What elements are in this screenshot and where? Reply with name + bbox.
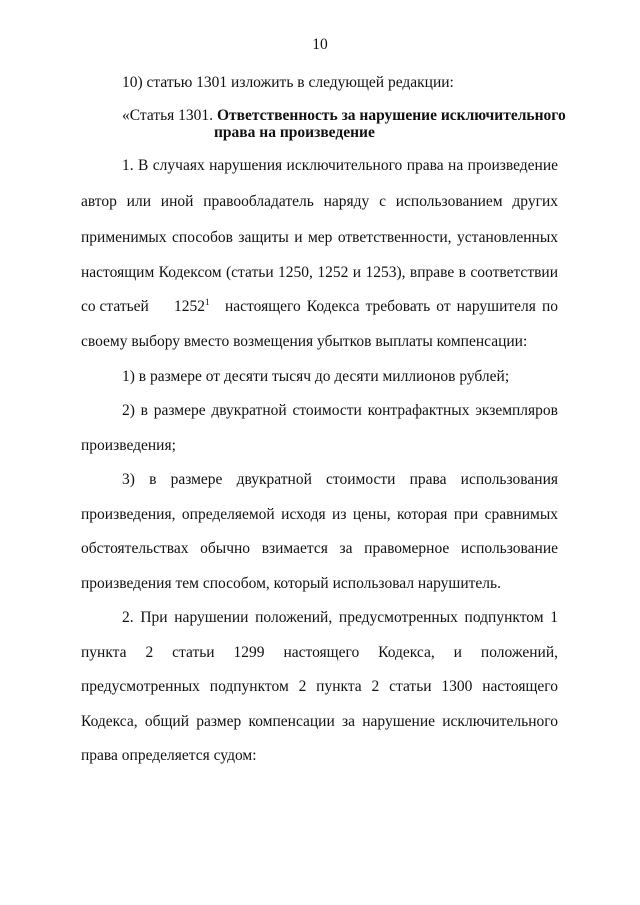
amendment-intro: 10) статью 1301 изложить в следующей редакции: — [122, 74, 454, 91]
article-reference-number: 1252 — [174, 298, 205, 315]
paragraph-1-line-5-end: настоящего Кодекса требовать от нарушителя по — [225, 298, 558, 315]
article-reference-superscript: 1 — [205, 297, 210, 307]
paragraph-1-line-1: 1. В случаях нарушения исключительного права на произведение — [122, 157, 558, 174]
paragraph-1-line-5-start: со статьей — [81, 298, 149, 315]
article-title-line-1: Ответственность за нарушение исключительного — [216, 107, 566, 124]
article-prefix: «Статья 1301. — [122, 107, 214, 124]
paragraph-1-line-3: применимых способов защиты и мер ответственности, установленных — [81, 229, 558, 246]
paragraph-2-line-4: Кодекса, общий размер компенсации за нарушение исключительного — [81, 713, 558, 730]
item-3-line-3: обстоятельствах обычно взимается за правомерное использование — [81, 540, 558, 557]
item-1: 1) в размере от десяти тысяч до десяти миллионов рублей; — [122, 368, 510, 385]
item-2-line-1: 2) в размере двукратной стоимости контрафактных экземпляров — [122, 402, 558, 419]
item-3-line-1: 3) в размере двукратной стоимости права использования — [122, 471, 558, 488]
paragraph-1-line-4: настоящим Кодексом (статьи 1250, 1252 и 1253), вправе в соответствии — [81, 264, 558, 281]
paragraph-2-line-5: права определяется судом: — [81, 747, 257, 764]
paragraph-2-line-2: пункта 2 статьи 1299 настоящего Кодекса, и положений, — [81, 644, 558, 661]
page-number: 10 — [312, 36, 328, 53]
article-title-line-2: права на произведение — [214, 124, 375, 141]
item-2-line-2: произведения; — [81, 437, 176, 454]
item-3-line-4: произведения тем способом, который использовал нарушитель. — [81, 575, 501, 592]
paragraph-2-line-3: предусмотренных подпунктом 2 пункта 2 статьи 1300 настоящего — [81, 678, 558, 695]
article-reference — [174, 298, 210, 316]
paragraph-1-line-2: автор или иной правообладатель наряду с использованием других — [81, 193, 558, 210]
item-3-line-2: произведения, определяемой исходя из цены, которая при сравнимых — [81, 506, 558, 523]
article-heading — [122, 107, 566, 125]
paragraph-1-line-6: своему выбору вместо возмещения убытков выплаты компенсации: — [81, 333, 528, 350]
paragraph-2-line-1: 2. При нарушении положений, предусмотренных подпунктом 1 — [122, 609, 558, 626]
